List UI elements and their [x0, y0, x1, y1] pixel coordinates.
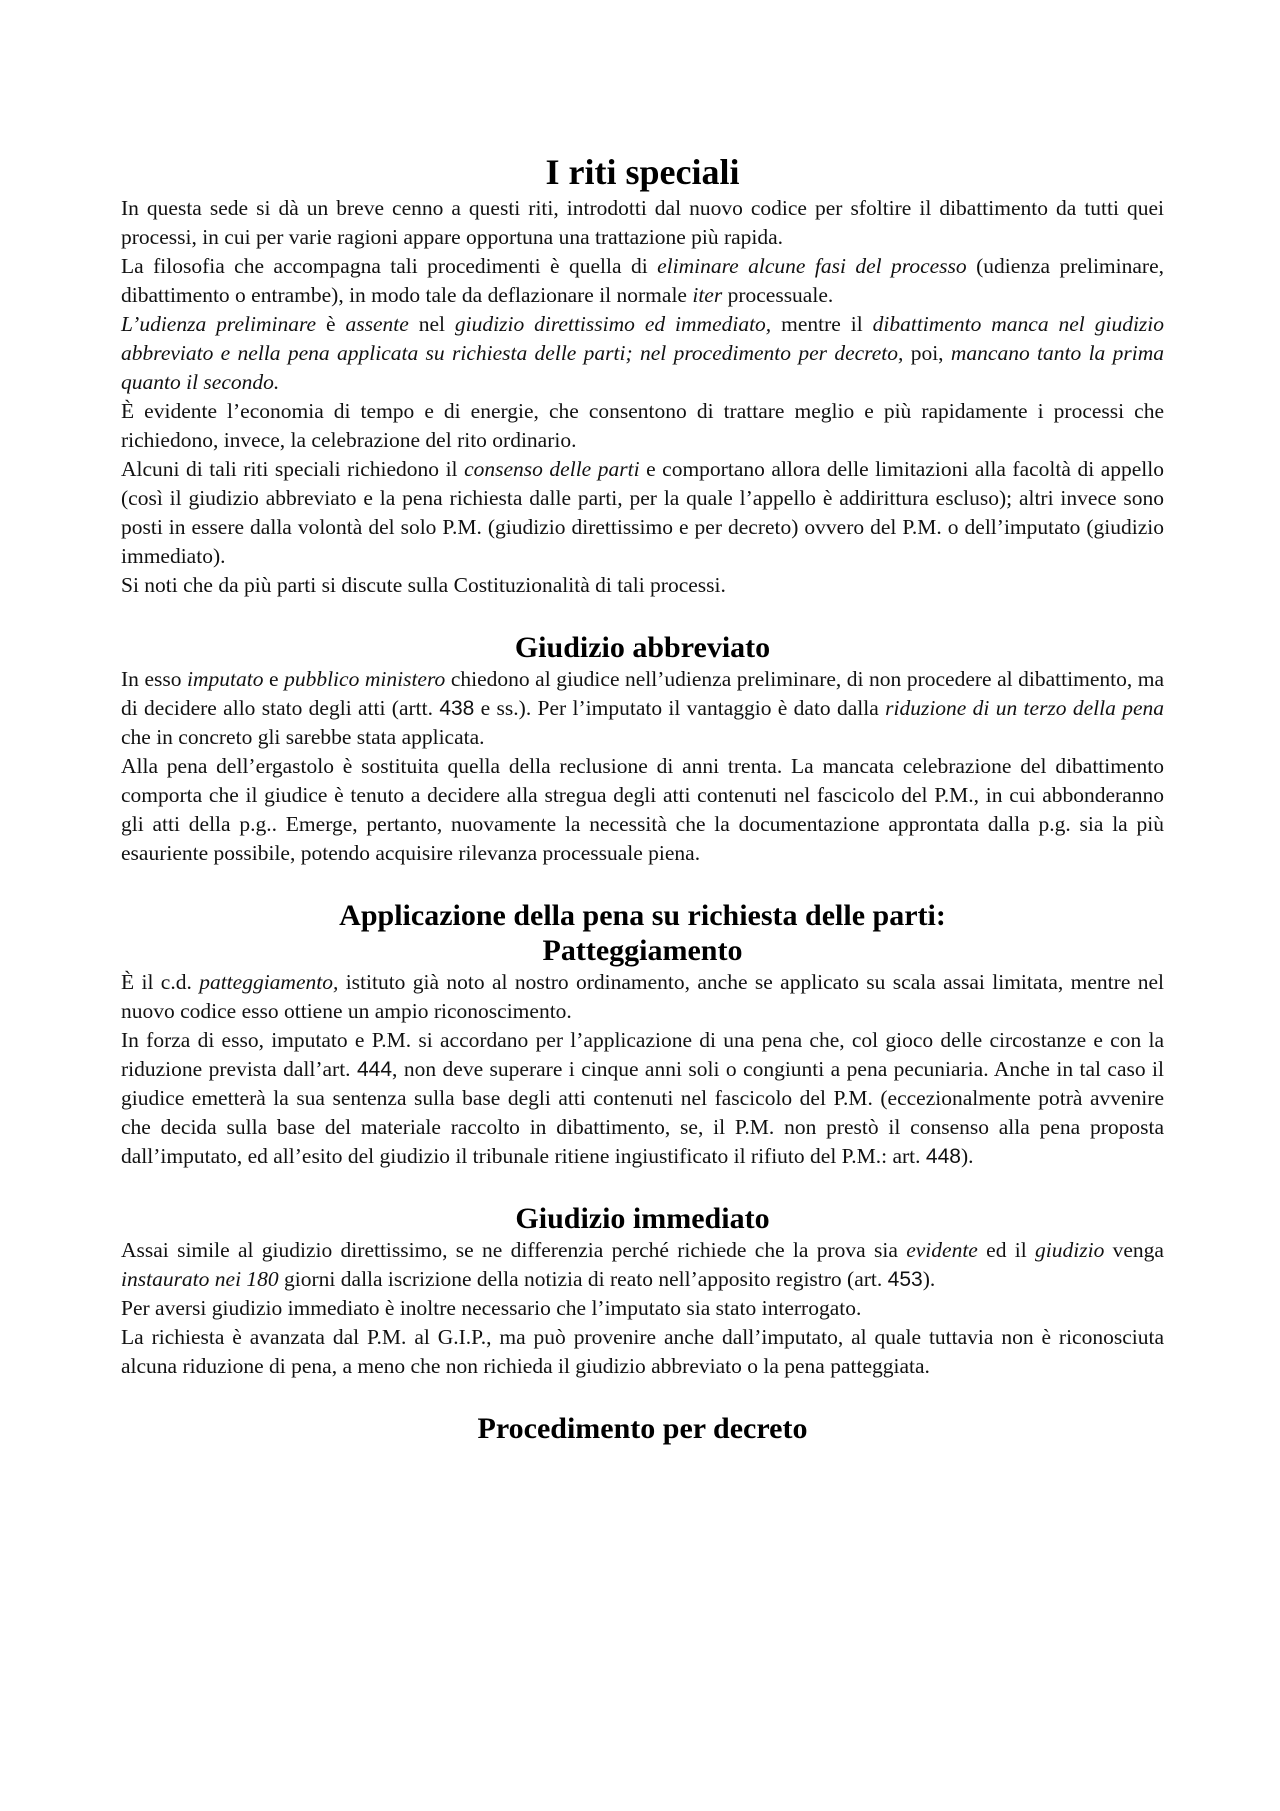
heading-procedimento-per-decreto: Procedimento per decreto — [477, 1412, 808, 1445]
abbreviato-paragraph-2: Alla pena dell’ergastolo è sostituita quella della reclusione di anni trenta. La mancata celebrazione del dibattimento comporta che il giudice è tenuto a decidere alla stregua degli atti contenuti nel fascicolo del P.M., in cui abbonderanno gli atti della p.g.. Emerge, pertanto, nuovamente la necessità che la documentazione approntata dalla p.g. sia la più esauriente possibile, potendo acquisire rilevanza processuale piena. — [121, 754, 1164, 865]
intro-section — [121, 194, 1164, 600]
intro-paragraph-2: La filosofia che accompagna tali procedimenti è quella di eliminare alcune fasi del processo (udienza preliminare, dibattimento o entrambe), in modo tale da deflazionare il normale iter processuale. — [121, 254, 1164, 307]
intro-paragraph-4: È evidente l’economia di tempo e di energie, che consentono di trattare meglio e più rapidamente i processi che richiedono, invece, la celebrazione del rito ordinario. — [121, 399, 1164, 452]
intro-paragraph-6: Si noti che da più parti si discute sulla Costituzionalità di tali processi. — [121, 573, 726, 597]
heading-patteggiamento-line-2: Patteggiamento — [542, 934, 743, 967]
patteggiamento-paragraph-2: In forza di esso, imputato e P.M. si accordano per l’applicazione di una pena che, col gioco delle circostanze e con la riduzione prevista dall’art. 444, non deve superare i cinque anni soli o congiunti a pena pecuniaria. Anche in tal caso il giudice emetterà la sua sentenza sulla base degli atti contenuti nel fascicolo del P.M. (eccezionalmente potrà avvenire che decida sulla base del materiale raccolto in dibattimento, se, il P.M. non prestò il consenso alla pena proposta dall’imputato, ed all’esito del giudizio il tribunale ritiene ingiustificato il rifiuto del P.M.: art. 448). — [121, 1028, 1165, 1168]
heading-patteggiamento-line-1: Applicazione della pena su richiesta delle parti: — [339, 899, 946, 932]
immediato-paragraph-2: Per aversi giudizio immediato è inoltre necessario che l’imputato sia stato interrogato. — [121, 1296, 862, 1320]
document-page — [121, 150, 1164, 1446]
patteggiamento-paragraph-1: È il c.d. patteggiamento, istituto già noto al nostro ordinamento, anche se applicato su scala assai limitata, mentre nel nuovo codice esso ottiene un ampio riconoscimento. — [121, 970, 1164, 1023]
intro-paragraph-3: L’udienza preliminare è assente nel giudizio direttissimo ed immediato, mentre il dibattimento manca nel giudizio abbreviato e nella pena applicata su richiesta delle parti; nel procedimento per decreto, poi, mancano tanto la prima quanto il secondo. — [121, 312, 1165, 394]
intro-paragraph-1: In questa sede si dà un breve cenno a questi riti, introdotti dal nuovo codice per sfoltire il dibattimento da tutti quei processi, in cui per varie ragioni appare opportuna una trattazione più rapida. — [121, 196, 1164, 249]
intro-paragraph-5: Alcuni di tali riti speciali richiedono il consenso delle parti e comportano allora delle limitazioni alla facoltà di appello (così il giudizio abbreviato e la pena richiesta dalle parti, per la quale l’appello è addirittura escluso); altri invece sono posti in essere dalla volontà del solo P.M. (giudizio direttissimo e per decreto) ovvero del P.M. o dell’imputato (giudizio immediato). — [121, 457, 1164, 568]
heading-patteggiamento — [121, 898, 1164, 968]
heading-giudizio-immediato: Giudizio immediato — [515, 1202, 770, 1235]
immediato-paragraph-1: Assai simile al giudizio direttissimo, se ne differenzia perché richiede che la prova sia evidente ed il giudizio venga instaurato nei 180 giorni dalla iscrizione della notizia di reato nell’apposito registro (art. 453). — [121, 1238, 1164, 1291]
heading-giudizio-abbreviato: Giudizio abbreviato — [514, 631, 771, 664]
immediato-paragraph-3: La richiesta è avanzata dal P.M. al G.I.P., ma può provenire anche dall’imputato, al quale tuttavia non è riconosciuta alcuna riduzione di pena, a meno che non richieda il giudizio abbreviato o la pena patteggiata. — [121, 1325, 1164, 1378]
abbreviato-paragraph-1: In esso imputato e pubblico ministero chiedono al giudice nell’udienza preliminare, di non procedere al dibattimento, ma di decidere allo stato degli atti (artt. 438 e ss.). Per l’imputato il vantaggio è dato dalla riduzione di un terzo della pena che in concreto gli sarebbe stata applicata. — [121, 667, 1165, 749]
abbreviato-section — [121, 665, 1164, 868]
page-title: I riti speciali — [545, 152, 740, 192]
patteggiamento-section — [121, 968, 1164, 1171]
immediato-section — [121, 1236, 1164, 1381]
